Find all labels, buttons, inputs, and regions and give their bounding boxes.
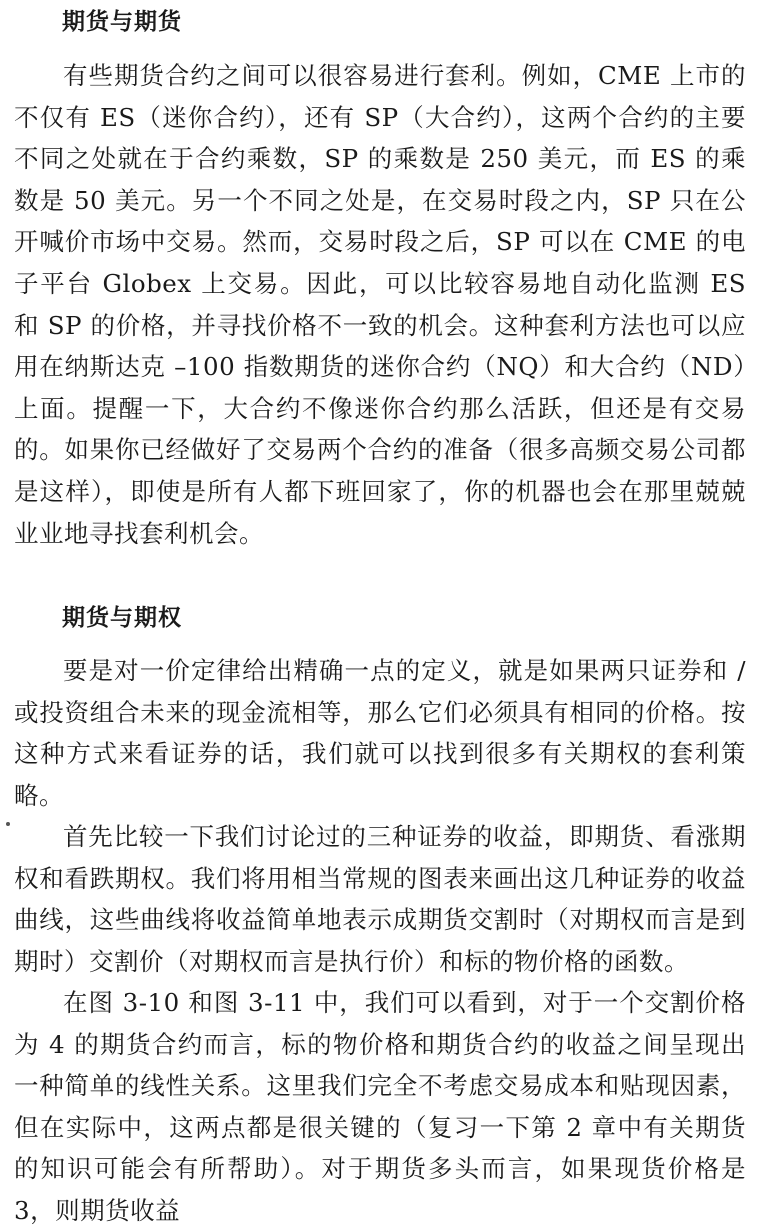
scan-dot-mark (6, 822, 10, 826)
paragraph-law-of-one-price: 要是对一价定律给出精确一点的定义，就是如果两只证券和 / 或投资组合未来的现金流相等，那么它们必须具有相同的价格。按这种方式来看证券的话，我们就可以找到很多有关期权的套利策略。 (14, 656, 746, 810)
paragraph-futures-payoff-example: 在图 3-10 和图 3-11 中，我们可以看到，对于一个交割价格为 4 的期货合约而言，标的物价格和期货合约的收益之间呈现出一种简单的线性关系。这里我们完全不考虑交易成本和贴现因素，但在实际中，这两点都是很关键的（复习一下第 2 章中有关期货的知识可能会有所帮助）。对于期货多头而言，如果现货价格是 3，则期货收益 (14, 988, 746, 1225)
section-heading-futures-vs-options: 期货与期权 (62, 605, 182, 631)
paragraph-futures-arbitrage: 有些期货合约之间可以很容易进行套利。例如，CME 上市的不仅有 ES（迷你合约），还有 SP（大合约），这两个合约的主要不同之处就在于合约乘数，SP 的乘数是 250 美元，而 ES 的乘数是 50 美元。另一个不同之处是，在交易时段之内，SP 只在公开喊价市场中交易。然而，交易时段之后，SP 可以在 CME 的电子平台 Globex 上交易。因此，可以比较容易地自动化监测 ES 和 SP 的价格，并寻找价格不一致的机会。这种套利方法也可以应用在纳斯达克 –100 指数期货的迷你合约（NQ）和大合约（ND）上面。提醒一下，大合约不像迷你合约那么活跃，但还是有交易的。如果你已经做好了交易两个合约的准备（很多高频交易公司都是这样），即使是所有人都下班回家了，你的机器也会在那里兢兢业业地寻找套利机会。 (14, 61, 746, 548)
paragraph-payoff-comparison: 首先比较一下我们讨论过的三种证券的收益，即期货、看涨期权和看跌期权。我们将用相当常规的图表来画出这几种证券的收益曲线，这些曲线将收益简单地表示成期货交割时（对期权而言是到期时）交割价（对期权而言是执行价）和标的物价格的函数。 (14, 822, 746, 976)
section-heading-futures-vs-futures: 期货与期货 (62, 9, 182, 35)
